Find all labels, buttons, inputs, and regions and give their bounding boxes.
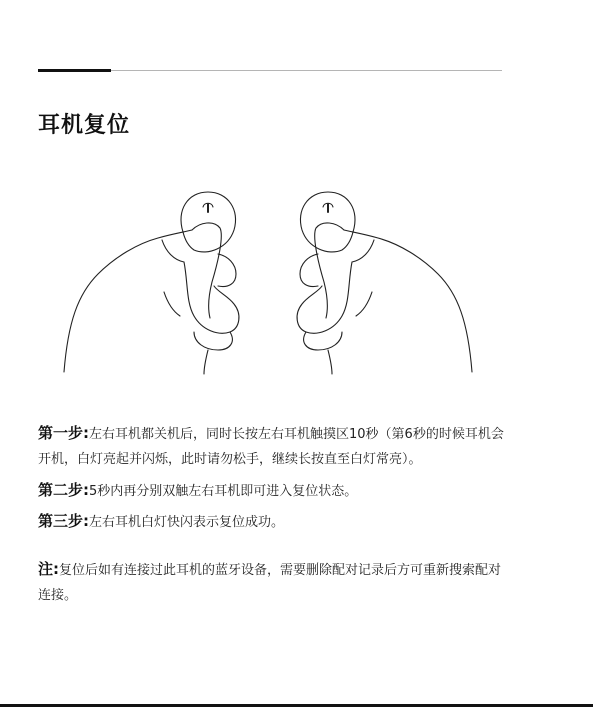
- note-label: 注: [38, 560, 54, 578]
- step-3: [38, 509, 508, 535]
- step-1-label: 第一步: [38, 424, 84, 442]
- step-2-text: 5秒内再分别双触左右耳机即可进入复位状态。: [89, 484, 358, 499]
- note-separator: :: [53, 560, 60, 578]
- step-2-label: 第二步: [38, 481, 84, 499]
- right-hand-icon: [297, 223, 472, 374]
- step-2-separator: :: [83, 481, 90, 499]
- step-1-separator: :: [83, 424, 90, 442]
- left-earbud-icon: [181, 192, 236, 252]
- header-accent-bar: [38, 69, 111, 72]
- note: [38, 557, 508, 608]
- step-2: [38, 478, 508, 504]
- step-1: [38, 421, 508, 472]
- hands-pressing-earbuds-illustration: [58, 182, 478, 378]
- step-1-text: 左右耳机都关机后，同时长按左右耳机触摸区10秒（第6秒的时候耳机会开机，白灯亮起并闪烁，此时请勿松手，继续长按直至白灯常亮）。: [38, 427, 504, 467]
- step-3-text: 左右耳机白灯快闪表示复位成功。: [89, 515, 285, 530]
- right-earbud-icon: [300, 192, 355, 252]
- step-3-label: 第三步: [38, 512, 84, 530]
- left-hand-icon: [64, 223, 239, 374]
- page-title: 耳机复位: [38, 113, 131, 138]
- step-3-separator: :: [83, 512, 90, 530]
- note-text: 复位后如有连接过此耳机的蓝牙设备，需要删除配对记录后方可重新搜索配对连接。: [38, 563, 502, 603]
